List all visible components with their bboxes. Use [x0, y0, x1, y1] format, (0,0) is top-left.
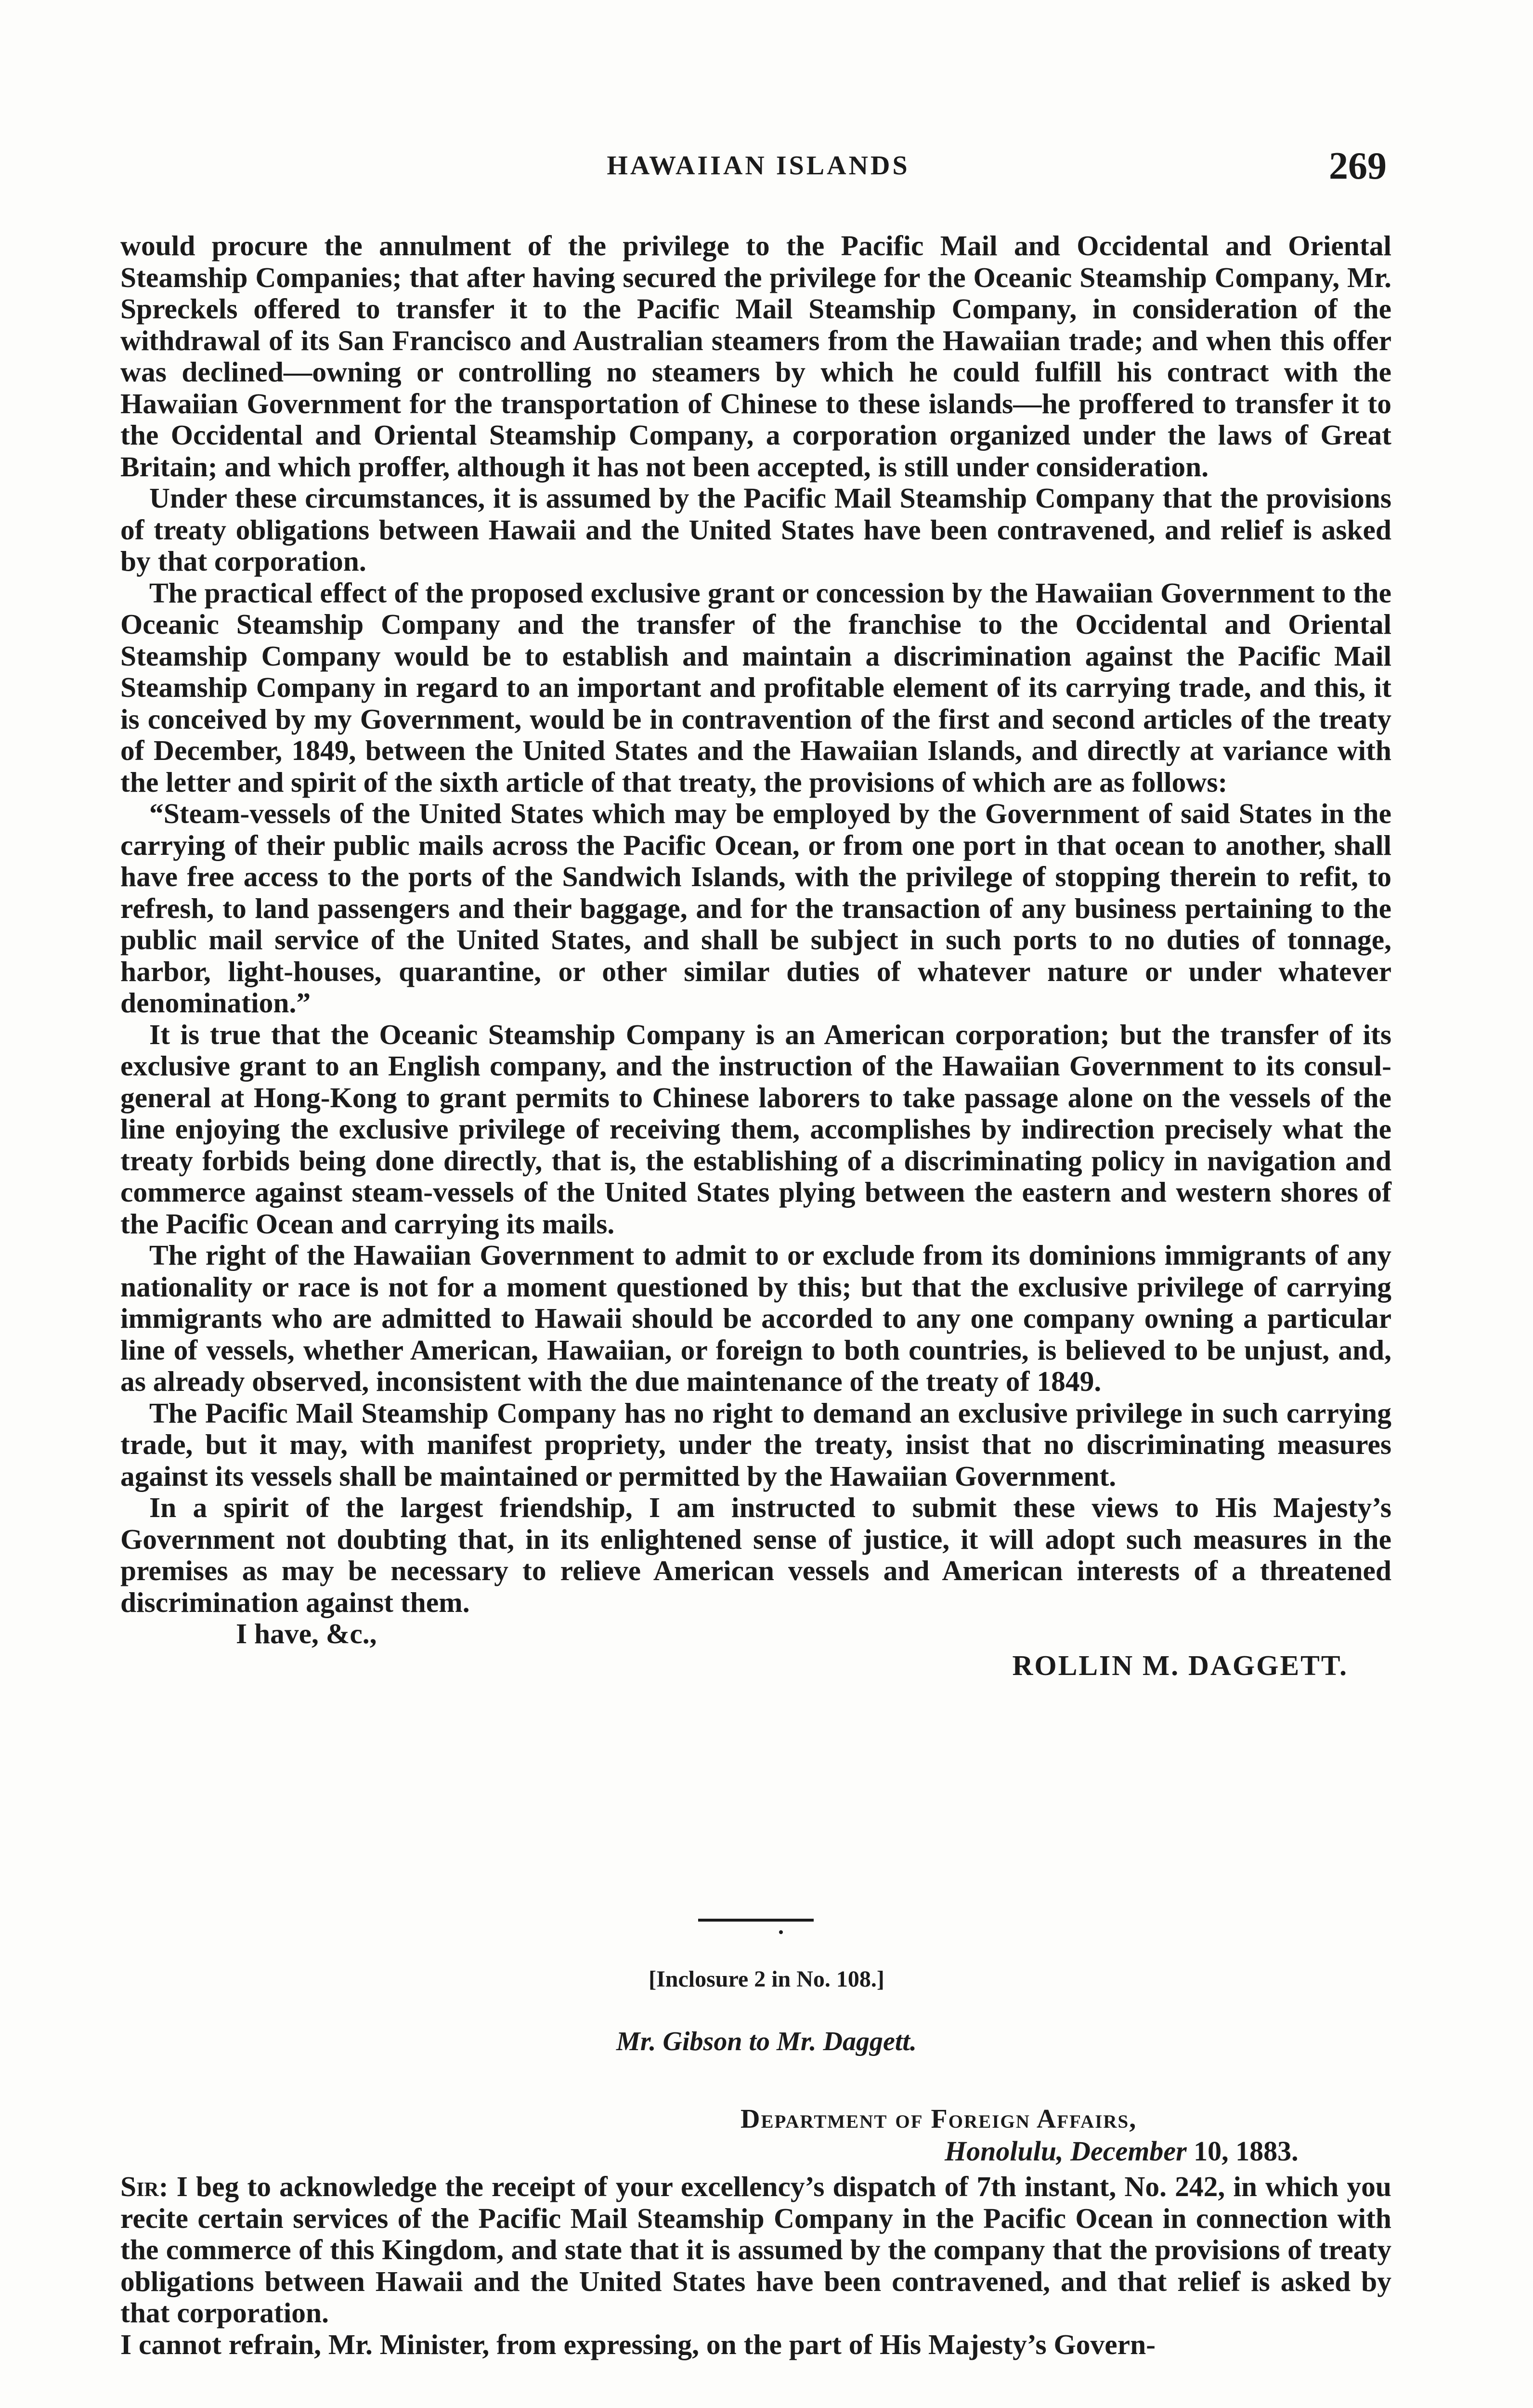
page-number: 269 — [1329, 145, 1387, 187]
paragraph: The practical effect of the proposed exclusive grant or concession by the Hawaiian Government to the Oceanic Steamship Company and the transfer of the franchise to the Occidental and Oriental Steamship Company would be to establish and maintain a discrimination against the Pacific Mail Steamship Company in regard to an important and profitable element of its carrying trade, and this, it is conceived by my Government, would be in contravention of the first and second articles of the treaty of December, 1849, between the United States and the Hawaiian Islands, and directly at variance with the letter and spirit of the sixth article of that treaty, the provisions of which are as follows: — [120, 576, 1391, 798]
treaty-quotation: “Steam-vessels of the United States which may be employed by the Government of said States in the carrying of their public mails across the Pacific Ocean, or from one port in that ocean to another, shall have free access to the ports of the Sandwich Islands, with the privilege of stopping therein to refit, to refresh, to land passengers and their baggage, and for the transaction of any business pertaining to the public mail service of the United States, and shall be subject in such ports to no duties of tonnage, harbor, light-houses, quarantine, or other similar duties of whatever nature or under whatever denomination.” — [120, 798, 1391, 1019]
paragraph-text: : I beg to acknowledge the receipt of your excellency’s dispatch of 7th instant, No. 242, in which you recite certain services of the Pacific Mail Steamship Company in the Pacific Ocean in connection with the commerce of this Kingdom, and state that it is assumed by the company that the provisions of treaty obligations between Hawaii and the United States have been contravened, and that relief is asked by that corporation. — [120, 2171, 1391, 2329]
section-divider — [698, 1919, 814, 1922]
running-head — [120, 144, 1396, 188]
letter-body — [120, 2171, 1391, 2360]
paragraph: would procure the annulment of the privilege to the Pacific Mail and Occidental and Oriental Steamship Companies; that after having secured the privilege for the Oceanic Steamship Company, Mr. Spreckels offered to transfer it to the Pacific Mail Steamship Company, in consideration of the withdrawal of its San Francisco and Australian steamers from the Hawaiian trade; and when this offer was declined—owning or controlling no steamers by which he could fulfill his contract with the Hawaiian Government for the transportation of Chinese to these islands—he proffered to transfer it to the Occidental and Oriental Steamship Company, a corporation organized under the laws of Great Britain; and which proffer, although it has not been accepted, is still under consideration. — [120, 230, 1391, 483]
department-line: Department of Foreign Affairs, — [741, 2104, 1137, 2134]
paragraph — [120, 2171, 1391, 2329]
paragraph: It is true that the Oceanic Steamship Company is an American corporation; but the transfer of its exclusive grant to an English company, and the instruction of the Hawaiian Government to its consul-general at Hong-Kong to grant permits to Chinese laborers to take passage alone on the vessels of the line enjoying the exclusive privilege of receiving them, accomplishes by indirection precisely what the treaty forbids being done directly, that is, the establishing of a discriminating policy in navigation and commerce against steam-vessels of the United States plying between the eastern and western shores of the Pacific Ocean and carrying its mails. — [120, 1018, 1391, 1240]
paragraph: Under these circumstances, it is assumed by the Pacific Mail Steamship Company that the provisions of treaty obligations between Hawaii and the United States have been contravened, and relief is asked by that corporation. — [120, 482, 1391, 577]
date-value: 10, 1883. — [1186, 2135, 1299, 2167]
divider-dot — [779, 1930, 783, 1934]
paragraph: The Pacific Mail Steamship Company has no right to demand an exclusive privilege in such carrying trade, but it may, with manifest propriety, under the treaty, insist that no discriminating measures against its vessels shall be maintained or permitted by the Hawaiian Government. — [120, 1397, 1391, 1492]
date-place: Honolulu, December — [945, 2135, 1187, 2167]
salutation: Sir — [120, 2171, 159, 2202]
paragraph: I cannot refrain, Mr. Minister, from expressing, on the part of His Majesty’s Govern- — [120, 2328, 1156, 2360]
paragraph: In a spirit of the largest friendship, I am instructed to submit these views to His Majesty’s Government not doubting that, in its enlightened sense of justice, it will adopt such measures in the premises as may be necessary to relieve American vessels and American interests of a threatened discrimination against them. — [120, 1492, 1391, 1618]
inclosure-label: [Inclosure 2 in No. 108.] — [649, 1966, 884, 1992]
dispatch-body — [120, 230, 1391, 1681]
letter-heading: Mr. Gibson to Mr. Daggett. — [616, 2027, 917, 2056]
signoff: I have, &c., — [236, 1618, 377, 1649]
signature: ROLLIN M. DAGGETT. — [1012, 1649, 1348, 1681]
paragraph: The right of the Hawaiian Government to admit to or exclude from its dominions immigrants of any nationality or race is not for a moment questioned by this; but that the exclusive privilege of carrying immigrants who are admitted to Hawaii should be accorded to any one company owning a particular line of vessels, whether American, Hawaiian, or foreign to both countries, is believed to be unjust, and, as already observed, inconsistent with the due maintenance of the treaty of 1849. — [120, 1239, 1391, 1397]
running-head-title: HAWAIIAN ISLANDS — [607, 151, 910, 181]
date-line — [945, 2135, 1299, 2167]
